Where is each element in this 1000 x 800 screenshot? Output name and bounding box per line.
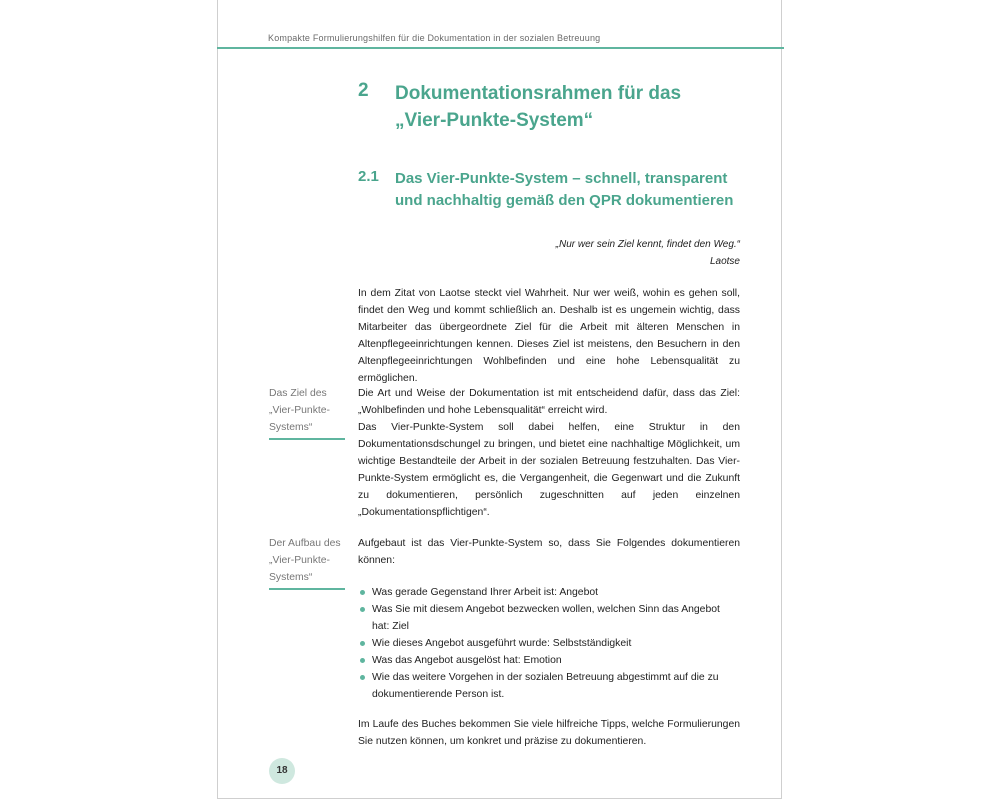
epigraph (480, 236, 740, 270)
bullet-icon (360, 590, 365, 595)
paragraph-closing: Im Laufe des Buches bekommen Sie viele hilfreiche Tipps, welche Formulierungen Sie nutzen können, um konkret und präzise zu dokumentieren. (358, 719, 740, 747)
header-rule (217, 47, 784, 49)
margin-note-structure: Der Aufbau des „Vier-Punkte-Systems“ (269, 535, 345, 590)
bullet-icon (360, 641, 365, 646)
quote-text: „Nur wer sein Ziel kennt, findet den Weg.“ (555, 239, 740, 250)
margin-note-goal: Das Ziel des „Vier-Punkte-Systems“ (269, 385, 345, 440)
quote-author: Laotse (709, 256, 740, 267)
bullet-icon (360, 658, 365, 663)
running-header: Kompakte Formulierungshilfen für die Dokumentation in der sozialen Betreuung (268, 33, 601, 43)
chapter-number: 2 (358, 80, 369, 101)
paragraph-documentation: Die Art und Weise der Dokumentation ist mit entscheidend dafür, dass das Ziel: „Wohlbefinden und hohe Lebensqualität“ erreicht wird. (358, 388, 740, 416)
list-item: Wie dieses Angebot ausgeführt wurde: Selbstständigkeit (358, 635, 740, 652)
bullet-list (358, 584, 740, 703)
chapter-title: Dokumentationsrahmen für das „Vier-Punkte-System“ (395, 83, 682, 131)
paragraph-intro: In dem Zitat von Laotse steckt viel Wahrheit. Nur wer weiß, wohin es gehen soll, findet den Weg und kommt schließlich an. Deshalb ist es ungemein wichtig, dass Mitarbeiter das übergeordnete Ziel für die Arbeit mit älteren Menschen in Altenpflegeeinrichtungen kennen. Dieses Ziel ist meistens, den Besuchern in den Altenpflegeeinrichtungen Wohlbefinden und eine hohe Lebensqualität zu ermöglichen. (358, 288, 740, 384)
bullet-icon (360, 607, 365, 612)
list-item: Was Sie mit diesem Angebot bezwecken wollen, welchen Sinn das Angebot hat: Ziel (358, 601, 740, 635)
bullet-icon (360, 675, 365, 680)
paragraph-structure: Aufgebaut ist das Vier-Punkte-System so, dass Sie Folgendes dokumentieren können: (358, 538, 740, 566)
section-number: 2.1 (358, 168, 379, 185)
section-title: Das Vier-Punkte-System – schnell, transparent und nachhaltig gemäß den QPR dokumentieren (395, 170, 734, 209)
page-number: 18 (269, 758, 295, 784)
list-item: Wie das weitere Vorgehen in der sozialen Betreuung abgestimmt auf die zu dokumentierende Person ist. (358, 669, 740, 703)
paragraph-system: Das Vier-Punkte-System soll dabei helfen, eine Struktur in den Dokumentationsdschungel zu bringen, und bietet eine nachhaltige Möglichkeit, um wichtige Bestandteile der Arbeit in der sozialen Betreuung festzuhalten. Das Vier-Punkte-System ermöglicht es, die Vergangenheit, die Gegenwart und die Zukunft zu dokumentieren, persönlich zugeschnitten auf jeden einzelnen „Dokumentationspflichtigen“. (358, 422, 740, 518)
list-item: Was das Angebot ausgelöst hat: Emotion (358, 652, 740, 669)
list-item: Was gerade Gegenstand Ihrer Arbeit ist: Angebot (358, 584, 740, 601)
